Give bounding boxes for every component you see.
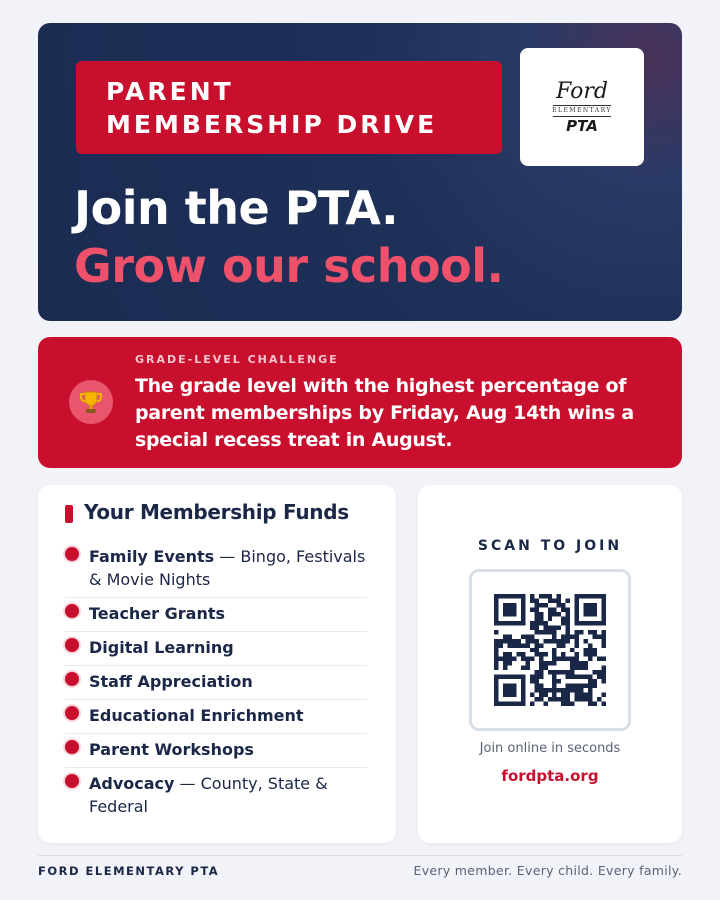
item-name: Parent Workshops — [89, 740, 254, 759]
list-item — [65, 666, 367, 700]
item-name: Advocacy — [89, 774, 175, 793]
logo-subtitle: ELEMENTARY — [552, 106, 612, 114]
footer-tagline: Every member. Every child. Every family. — [413, 863, 682, 878]
qr-join-card — [418, 485, 682, 843]
banner-line-1: PARENT — [106, 77, 234, 106]
bullet-dot-icon — [65, 604, 79, 618]
item-name: Teacher Grants — [89, 604, 226, 623]
membership-funds-card — [38, 485, 396, 843]
challenge-description: The grade level with the highest percentage of parent memberships by Friday, Aug 14th wins a special recess treat in August. — [135, 375, 634, 451]
hero-headline: Join the PTA. — [74, 181, 399, 235]
qr-caption: Join online in seconds — [479, 741, 621, 756]
list-item — [65, 632, 367, 666]
list-item — [65, 768, 367, 824]
item-desc: — Bingo, Festivals & Movie Nights — [89, 547, 366, 589]
logo-org: PTA — [566, 116, 598, 135]
hero-panel — [38, 23, 682, 321]
trophy-icon — [69, 380, 113, 424]
membership-drive-banner — [76, 61, 502, 154]
list-item — [65, 598, 367, 632]
ford-pta-logo — [520, 48, 644, 166]
item-name: Family Events — [89, 547, 215, 566]
footer-divider — [38, 855, 682, 856]
qr-code[interactable] — [469, 569, 631, 731]
list-item — [65, 734, 367, 768]
challenge-eyebrow: GRADE-LEVEL CHALLENGE — [135, 353, 339, 366]
item-name: Staff Appreciation — [89, 672, 253, 691]
bullet-dot-icon — [65, 706, 79, 720]
join-url-link[interactable]: fordpta.org — [501, 767, 599, 785]
bullet-dot-icon — [65, 547, 79, 561]
grade-level-challenge — [38, 337, 682, 468]
qr-code-icon — [494, 594, 606, 706]
list-item — [65, 541, 367, 598]
bullet-dot-icon — [65, 774, 79, 788]
title-accent-bar — [65, 505, 73, 523]
bullet-dot-icon — [65, 672, 79, 686]
item-name: Digital Learning — [89, 638, 234, 657]
logo-name: Ford — [556, 78, 608, 104]
hero-subheadline: Grow our school. — [74, 239, 504, 293]
item-desc: — County, State & Federal — [89, 774, 328, 816]
list-item — [65, 700, 367, 734]
funds-list — [65, 541, 367, 824]
bullet-dot-icon — [65, 638, 79, 652]
bullet-dot-icon — [65, 740, 79, 754]
item-name: Educational Enrichment — [89, 706, 304, 725]
logo-rule — [553, 105, 611, 106]
footer-org-name: FORD ELEMENTARY PTA — [38, 864, 220, 878]
scan-to-join-label: SCAN TO JOIN — [477, 538, 623, 554]
banner-line-2: MEMBERSHIP DRIVE — [106, 110, 438, 139]
funds-title: Your Membership Funds — [84, 500, 349, 524]
